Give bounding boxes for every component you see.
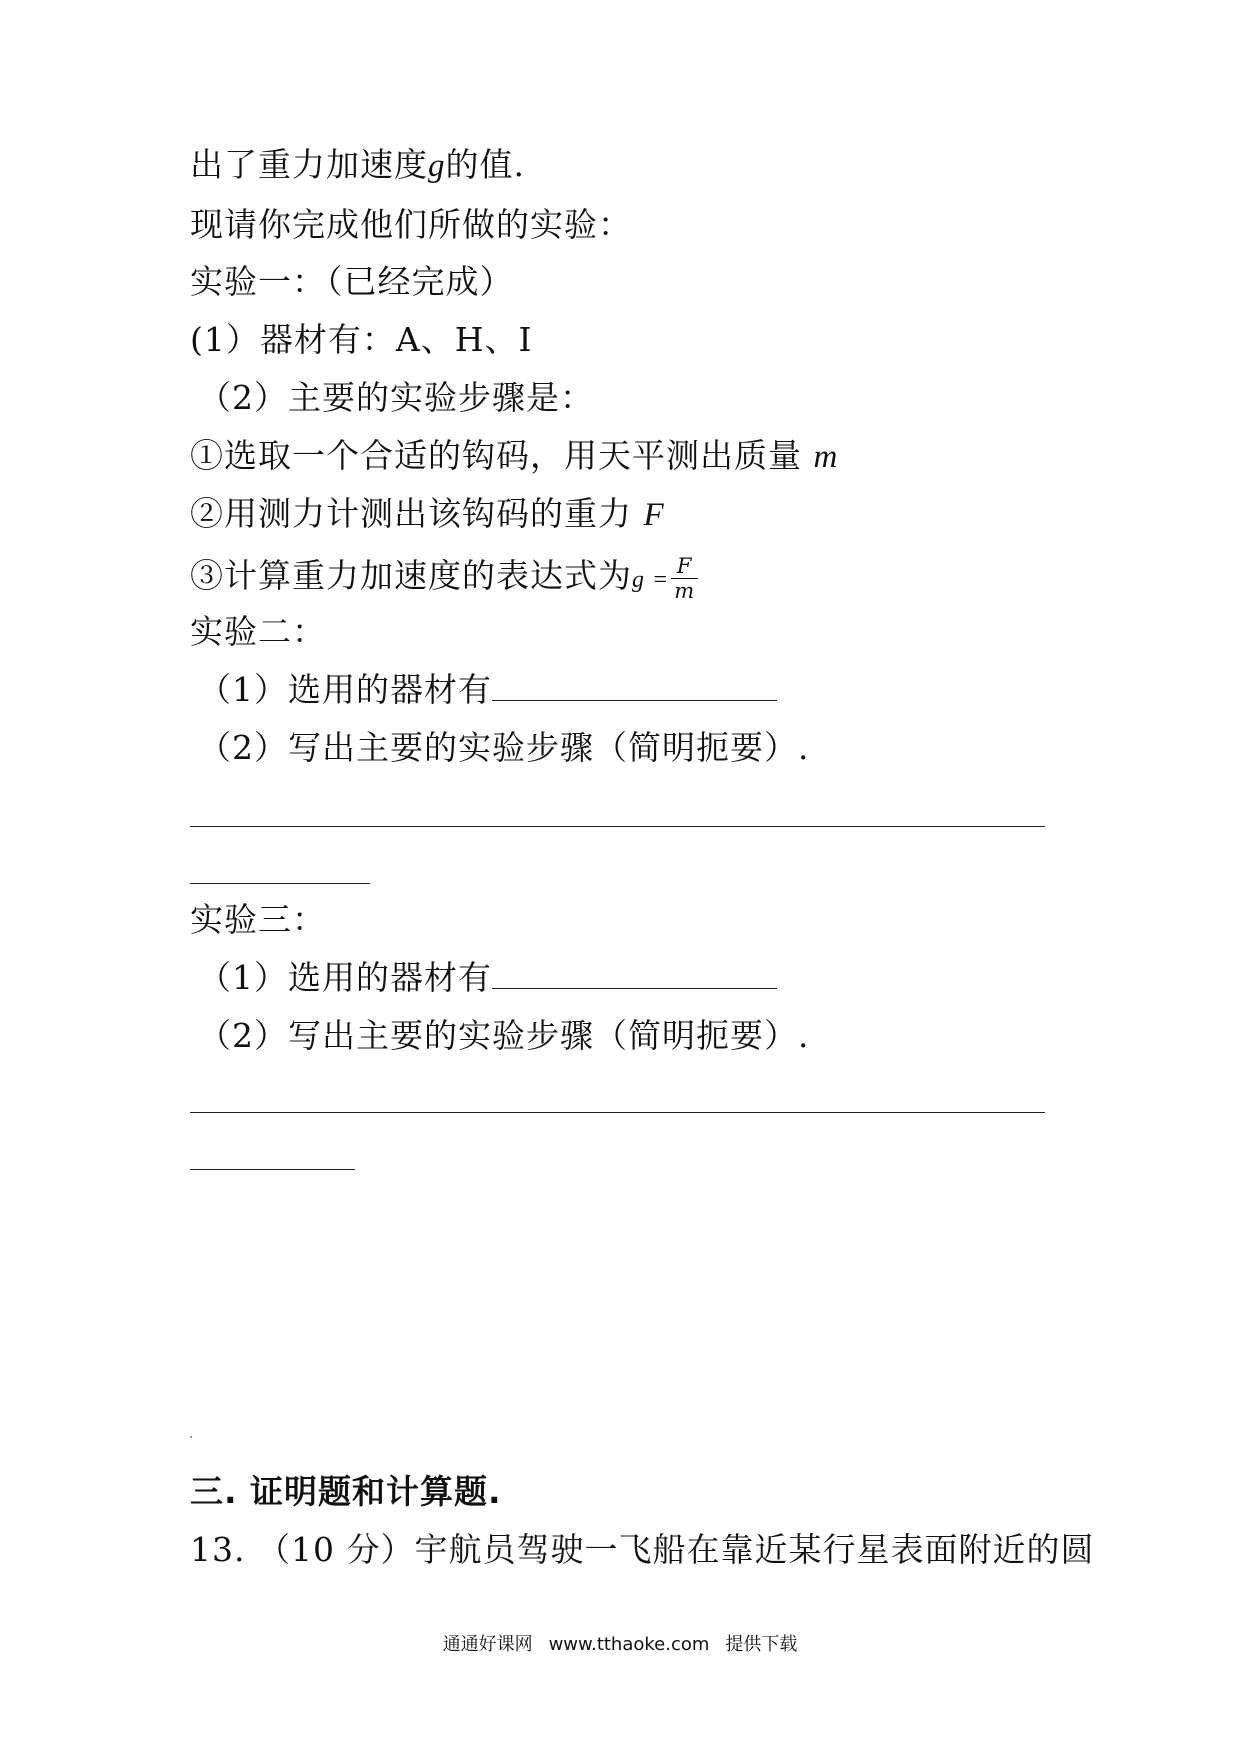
text-line-1: 出了重力加速度g的值. (190, 145, 525, 184)
experiment-1-equipment: (1）器材有：A、H、I (190, 320, 533, 359)
var-m: m (813, 439, 839, 475)
experiment-2-title: 实验二： (190, 612, 326, 651)
experiment-3-title: 实验三： (190, 900, 326, 939)
page-footer (0, 1630, 1240, 1656)
experiment-3-q1: （1）选用的器材有 (198, 958, 777, 998)
experiment-3-q2: （2）写出主要的实验步骤（简明扼要）. (198, 1016, 810, 1055)
var-g: g (428, 148, 446, 184)
step-2: ②用测力计测出该钩码的重力 F (190, 494, 665, 533)
experiment-2-q1: （1）选用的器材有 (198, 670, 777, 710)
question-13: 13. （10 分）宇航员驾驶一飞船在靠近某行星表面附近的圆 (190, 1530, 1095, 1569)
answer-line-exp2-1[interactable] (190, 826, 1045, 827)
formula-fraction: $\frac{F}{m}$ (671, 554, 698, 603)
experiment-1-steps-heading: （2）主要的实验步骤是： (198, 378, 594, 417)
answer-line-exp3-2[interactable] (190, 1169, 355, 1170)
answer-line-exp2-2[interactable] (190, 883, 370, 884)
answer-blank-exp3-equipment[interactable] (492, 958, 777, 989)
step-3: ③计算重力加速度的表达式为g = $\frac{F}{m}$ (190, 550, 698, 606)
text-line-2: 现请你完成他们所做的实验： (190, 205, 632, 244)
section-title: 三. 证明题和计算题. (190, 1472, 502, 1511)
scan-dot (190, 1436, 192, 1438)
answer-blank-exp2-equipment[interactable] (492, 670, 777, 701)
formula-lhs: g = (632, 567, 670, 593)
experiment-1-title: 实验一：（已经完成） (190, 262, 514, 301)
answer-line-exp3-1[interactable] (190, 1112, 1045, 1113)
footer-site-name: 通通好课网 (442, 1634, 533, 1655)
experiment-2-q2: （2）写出主要的实验步骤（简明扼要）. (198, 728, 810, 767)
footer-note: 提供下载 (725, 1634, 798, 1655)
footer-url[interactable]: www.tthaoke.com (548, 1634, 710, 1655)
step-1: ①选取一个合适的钩码，用天平测出质量 m (190, 436, 839, 475)
var-F: F (643, 497, 665, 533)
